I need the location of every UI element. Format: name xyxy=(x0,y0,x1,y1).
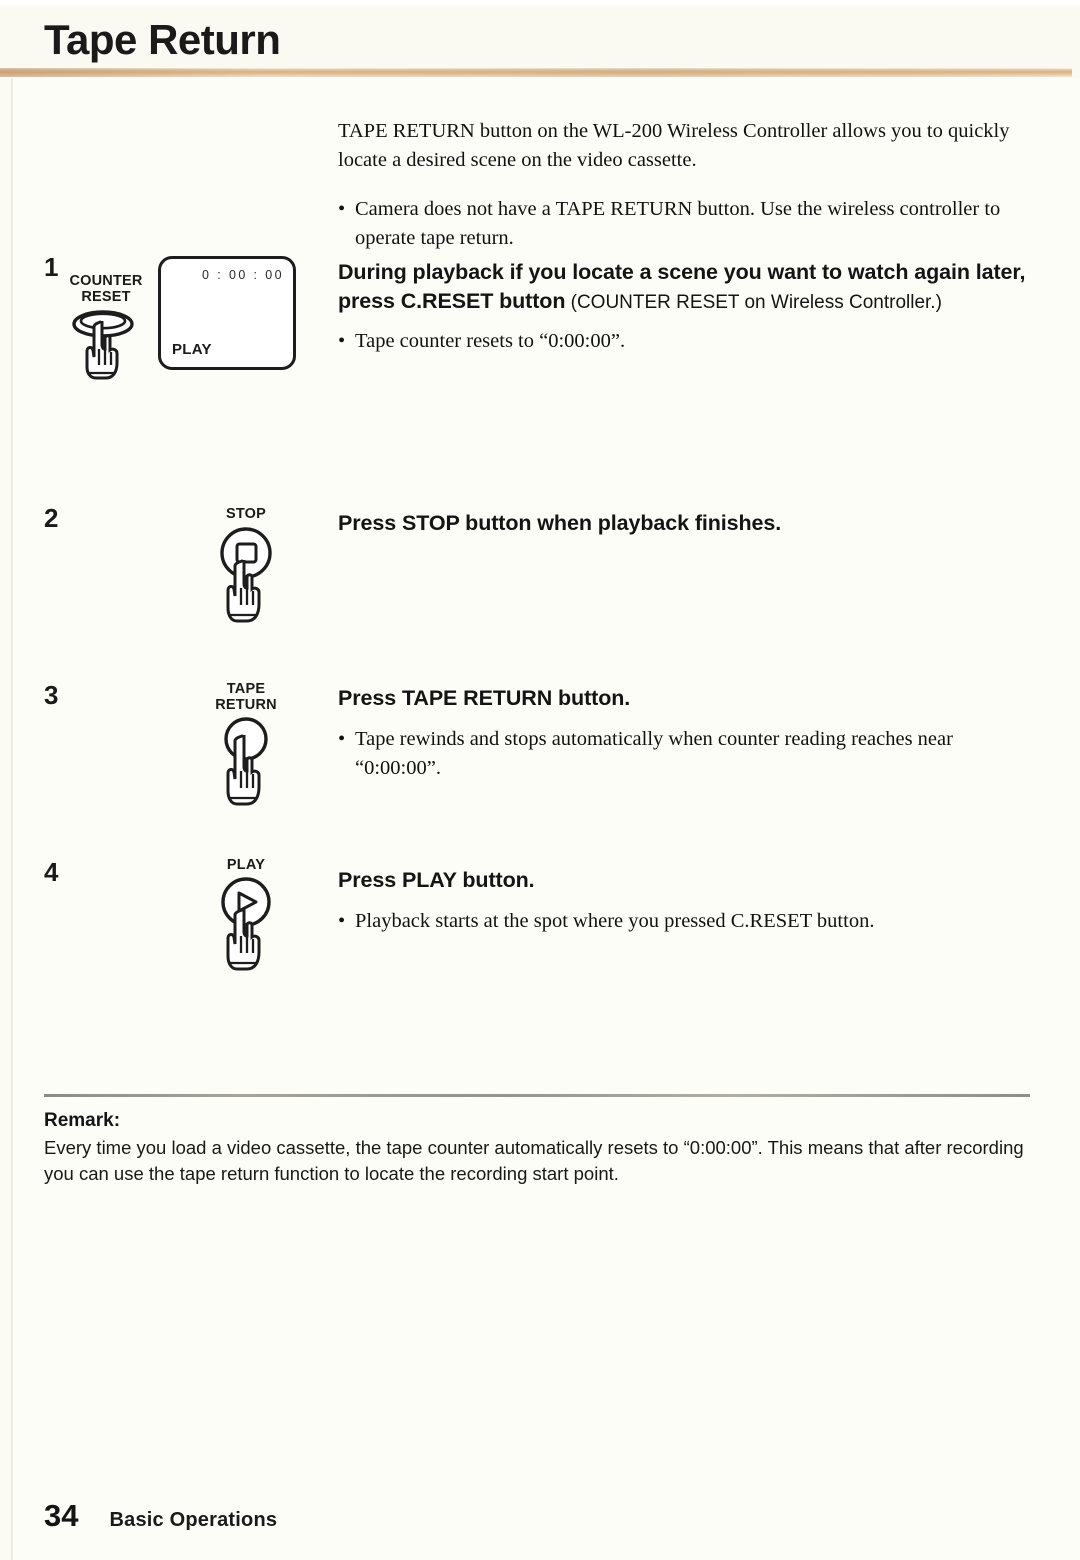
step-1-heading xyxy=(338,258,1038,317)
step-2-number: 2 xyxy=(44,503,59,533)
header-divider-rule xyxy=(0,68,1072,77)
step-4-bullet-1-text: Playback starts at the spot where you pressed C.RESET button. xyxy=(355,910,875,932)
bullet-glyph: • xyxy=(338,330,346,352)
step-4-heading: Press PLAY button. xyxy=(338,868,535,892)
counter-reset-button-icon[interactable] xyxy=(58,305,154,389)
remark-block xyxy=(44,1094,1030,1187)
header-top-strip xyxy=(0,0,1080,5)
remark-divider-rule xyxy=(44,1094,1030,1097)
page-outer-margin xyxy=(0,0,11,1560)
intro-block xyxy=(338,96,1028,253)
page-number: 34 xyxy=(44,1498,79,1533)
step-4-number: 4 xyxy=(44,857,59,887)
page-header xyxy=(0,0,1080,78)
step-3-bullet-1 xyxy=(338,725,1038,783)
play-label: PLAY xyxy=(226,857,266,873)
playback-mode-indicator: PLAY xyxy=(172,341,212,358)
step-1-artwork xyxy=(58,273,154,389)
step-1-bullet-1 xyxy=(338,327,1038,356)
intro-bullet xyxy=(338,195,1028,253)
step-3-heading: Press TAPE RETURN button. xyxy=(338,686,631,710)
step-4-body xyxy=(338,866,1038,936)
tape-return-button-icon[interactable] xyxy=(198,715,294,815)
stop-button-icon[interactable] xyxy=(198,526,294,632)
tape-counter-readout: 0 : 00 : 00 xyxy=(202,268,284,282)
viewfinder-display xyxy=(158,256,296,370)
tape-return-label: TAPE RETURN xyxy=(215,681,277,713)
remark-text: Every time you load a video cassette, the tape counter automatically resets to “0:00:00”. This means that after recording you can use the tape return function to locate the recording start point. xyxy=(44,1137,1024,1184)
bullet-glyph: • xyxy=(338,198,346,220)
step-1-heading-bold: During playback if you locate a scene you want to watch again later, press C.RESET button xyxy=(338,260,1026,313)
step-3-artwork xyxy=(198,681,294,815)
remark-title: Remark: xyxy=(44,1110,121,1131)
step-1-body xyxy=(338,258,1038,356)
step-1-bullet-1-text: Tape counter resets to “0:00:00”. xyxy=(355,330,626,352)
page-footer xyxy=(44,1498,277,1534)
intro-bullet-text: Camera does not have a TAPE RETURN button. Use the wireless controller to operate tape return. xyxy=(355,198,1001,249)
step-4-artwork xyxy=(198,857,294,980)
page-title: Tape Return xyxy=(44,16,281,63)
step-2-heading: Press STOP button when playback finishes. xyxy=(338,511,782,535)
counter-reset-label: COUNTER RESET xyxy=(69,273,143,305)
stop-label: STOP xyxy=(225,506,267,522)
step-3-bullet-1-text: Tape rewinds and stops automatically when counter reading reaches near “0:00:00”. xyxy=(355,728,953,779)
play-button-icon[interactable] xyxy=(198,876,294,980)
section-name: Basic Operations xyxy=(109,1509,278,1531)
bullet-glyph: • xyxy=(338,910,346,932)
step-4-bullet-1 xyxy=(338,907,1038,936)
page-binding-edge xyxy=(11,0,13,1560)
step-3-number: 3 xyxy=(44,680,59,710)
step-1-number: 1 xyxy=(44,252,59,282)
bullet-glyph: • xyxy=(338,728,346,750)
step-3-body xyxy=(338,684,1038,783)
step-1-heading-regular: (COUNTER RESET on Wireless Controller.) xyxy=(565,292,942,313)
step-2-artwork xyxy=(198,506,294,632)
intro-paragraph: TAPE RETURN button on the WL-200 Wireless Controller allows you to quickly locate a desired scene on the video cassette. xyxy=(338,119,1010,171)
step-2-body xyxy=(338,509,1038,538)
